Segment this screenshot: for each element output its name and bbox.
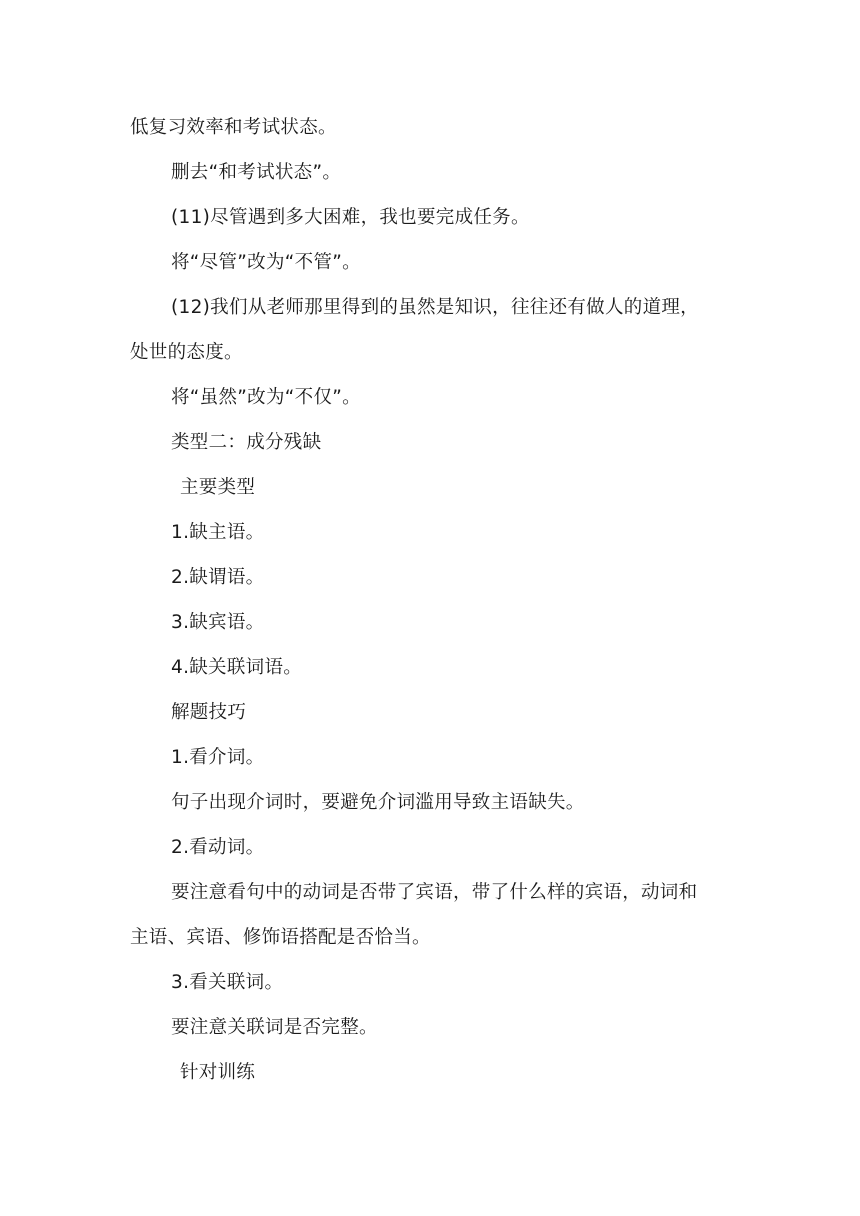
section-heading: 类型二：成分残缺 <box>171 432 322 453</box>
paragraph-line: 处世的态度。 <box>130 342 243 363</box>
subsection-heading: 针对训练 <box>180 1062 256 1083</box>
paragraph-line: (11)尽管遇到多大困难，我也要完成任务。 <box>171 207 530 228</box>
paragraph-line: 句子出现介词时，要避免介词滥用导致主语缺失。 <box>171 792 585 813</box>
paragraph-line: 要注意看句中的动词是否带了宾语，带了什么样的宾语，动词和 <box>171 882 698 903</box>
paragraph-line: 将“虽然”改为“不仅”。 <box>171 387 361 408</box>
list-item: 3.看关联词。 <box>171 972 284 993</box>
list-item: 1.看介词。 <box>171 747 265 768</box>
paragraph-line: 主语、宾语、修饰语搭配是否恰当。 <box>130 927 431 948</box>
paragraph-line: 将“尽管”改为“不管”。 <box>171 252 361 273</box>
list-item: 1.缺主语。 <box>171 522 265 543</box>
paragraph-line: (12)我们从老师那里得到的虽然是知识，往往还有做人的道理， <box>171 297 699 318</box>
subsection-heading: 解题技巧 <box>171 702 247 723</box>
paragraph-line: 低复习效率和考试状态。 <box>130 117 337 138</box>
list-item: 4.缺关联词语。 <box>171 657 303 678</box>
paragraph-line: 删去“和考试状态”。 <box>171 162 342 183</box>
paragraph-line: 要注意关联词是否完整。 <box>171 1017 378 1038</box>
subsection-heading: 主要类型 <box>180 477 256 498</box>
list-item: 2.缺谓语。 <box>171 567 265 588</box>
list-item: 3.缺宾语。 <box>171 612 265 633</box>
list-item: 2.看动词。 <box>171 837 265 858</box>
